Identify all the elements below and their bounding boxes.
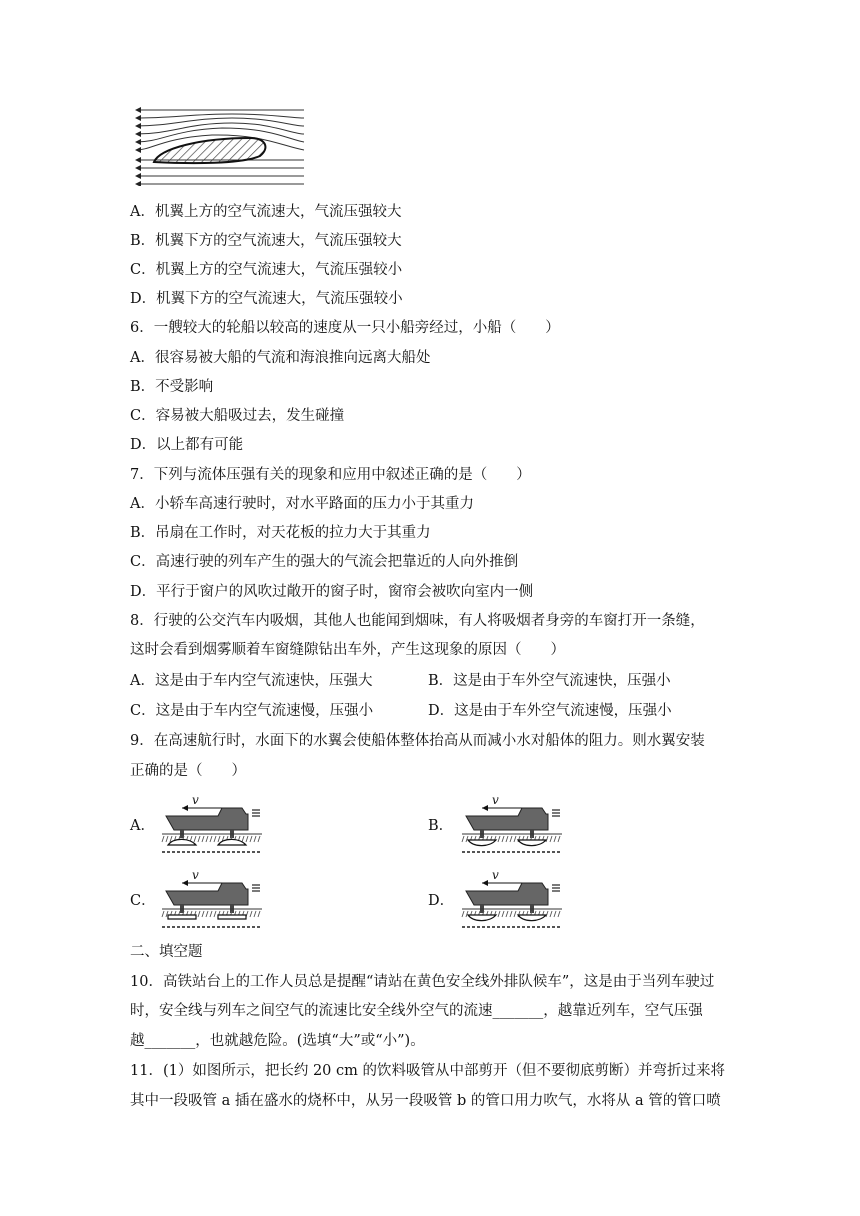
q7-option-b: B．吊扇在工作时，对天花板的拉力大于其重力 xyxy=(130,525,431,541)
velocity-label: v xyxy=(492,869,499,882)
q6-option-b: B．不受影响 xyxy=(130,379,214,395)
q7-option-d: D．平行于窗户的风吹过敞开的窗子时，窗帘会被吹向室内一侧 xyxy=(130,584,534,600)
q11-line2: 其中一段吸管 a 插在盛水的烧杯中，从另一段吸管 b 的管口用力吹气，水将从 a 管的管口喷 xyxy=(130,1093,721,1109)
boat-drawing xyxy=(462,794,562,852)
boat-hull-icon xyxy=(466,883,548,905)
q11-line1: 11．(1）如图所示，把长约 20 cm 的饮料吸管从中部剪开（但不要彻底剪断）并弯折过来将 xyxy=(130,1063,725,1079)
q8-stem-line2: 这时会看到烟雾顺着车窗缝隙钻出车外，产生这现象的原因（ ） xyxy=(130,642,565,658)
boat-hull-icon xyxy=(466,808,548,830)
q9-option-c-boat-figure xyxy=(160,869,270,931)
q8-option-b: B．这是由于车外空气流速快，压强小 xyxy=(428,673,671,689)
q10-line1: 10．高铁站台上的工作人员总是提醒“请站在黄色安全线外排队候车”，这是由于当列车驶过 xyxy=(130,974,715,990)
q5-option-c: C．机翼上方的空气流速大，气流压强较小 xyxy=(130,262,403,278)
boat-hull-icon xyxy=(166,808,248,830)
q7-option-a: A．小轿车高速行驶时，对水平路面的压力小于其重力 xyxy=(130,496,474,512)
hydrofoil-front-icon xyxy=(468,915,496,921)
hydrofoil-rear-icon xyxy=(218,915,246,919)
q6-stem: 6．一艘较大的轮船以较高的速度从一只小船旁经过，小船（ ） xyxy=(130,320,560,336)
boat-drawing xyxy=(462,869,562,927)
q9-stem-line2: 正确的是（ ） xyxy=(130,763,246,779)
hydrofoil-rear-icon xyxy=(518,840,546,846)
q8-option-c: C．这是由于车内空气流速慢，压强小 xyxy=(130,703,374,719)
q6-option-c: C．容易被大船吸过去，发生碰撞 xyxy=(130,408,345,424)
q9-option-d-label: D． xyxy=(428,893,455,909)
boat-drawing xyxy=(162,794,262,852)
q8-option-d: D．这是由于车外空气流速慢，压强小 xyxy=(428,703,672,719)
q9-option-d-boat-figure xyxy=(460,869,570,931)
q10-line3: 越_______，也就越危险。(选填“大”或“小”)。 xyxy=(130,1033,425,1049)
q9-option-a-label: A． xyxy=(130,818,155,834)
q9-option-c-label: C． xyxy=(130,893,156,909)
q6-option-a: A．很容易被大船的气流和海浪推向远离大船处 xyxy=(130,350,431,366)
hydrofoil-front-icon xyxy=(168,915,196,919)
hydrofoil-front-icon xyxy=(168,839,196,845)
q7-option-c: C．高速行驶的列车产生的强大的气流会把靠近的人向外推倒 xyxy=(130,554,519,570)
hydrofoil-rear-icon xyxy=(518,915,546,921)
velocity-label: v xyxy=(492,794,499,807)
q6-option-d: D．以上都有可能 xyxy=(130,437,244,453)
airfoil-streamline-figure xyxy=(132,104,312,186)
q10-line2: 时，安全线与列车之间空气的流速比安全线外空气的流速_______，越靠近列车，空气压强 xyxy=(130,1003,703,1019)
q9-option-b-boat-figure xyxy=(460,794,570,856)
boat-drawing xyxy=(162,869,262,927)
q5-option-a: A．机翼上方的空气流速大，气流压强较大 xyxy=(130,204,402,220)
q5-option-d: D．机翼下方的空气流速大，气流压强较小 xyxy=(130,291,403,307)
hydrofoil-front-icon xyxy=(468,840,496,846)
q9-option-b-label: B． xyxy=(428,818,454,834)
q7-stem: 7．下列与流体压强有关的现象和应用中叙述正确的是（ ） xyxy=(130,467,531,483)
section-title: 二、填空题 xyxy=(130,944,203,960)
q9-option-a-boat-figure xyxy=(160,794,270,856)
velocity-label: v xyxy=(192,794,199,807)
q5-option-b: B．机翼下方的空气流速大，气流压强较大 xyxy=(130,233,402,249)
velocity-label: v xyxy=(192,869,199,882)
q9-stem-line1: 9．在高速航行时，水面下的水翼会使船体整体抬高从而减小水对船体的阻力。则水翼安装 xyxy=(130,733,705,749)
q8-option-a: A．这是由于车内空气流速快，压强大 xyxy=(130,673,373,689)
q8-stem-line1: 8．行驶的公交汽车内吸烟，其他人也能闻到烟味，有人将吸烟者身旁的车窗打开一条缝， xyxy=(130,613,705,629)
boat-hull-icon xyxy=(166,883,248,905)
